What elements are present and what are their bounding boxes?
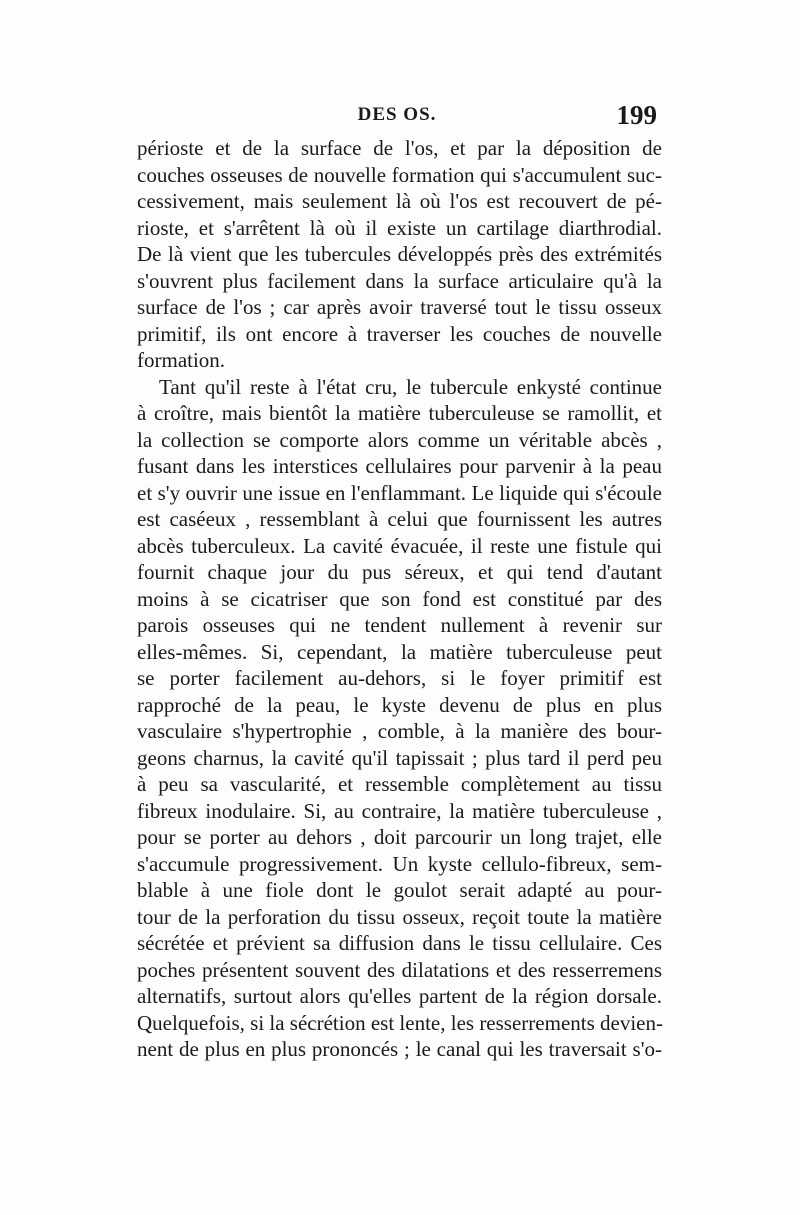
text-line: abcès tuberculeux. La cavité évacuée, il reste une fistule qui <box>137 533 662 558</box>
text-line: pour se porter au dehors , doit parcourir un long trajet, elle <box>137 825 662 849</box>
text-line: vasculaire s'hypertrophie , comble, à la manière des bour- <box>137 719 662 743</box>
text-line: fournit chaque jour du pus séreux, et qui tend d'autant <box>137 560 662 584</box>
text-line: s'accumule progressivement. Un kyste cellulo-fibreux, sem- <box>137 851 662 876</box>
text-line: formation. <box>137 348 226 372</box>
paragraph <box>137 135 662 374</box>
text-line: blable à une fiole dont le goulot serait adapté au pour- <box>137 878 662 902</box>
text-line: rioste, et s'arrêtent là où il existe un cartilage diarthrodial. <box>137 215 662 240</box>
text-line: geons charnus, la cavité qu'il tapissait ; plus tard il perd peu <box>137 745 662 770</box>
text-line: cessivement, mais seulement là où l'os est recouvert de pé- <box>137 189 662 213</box>
text-line: à croître, mais bientôt la matière tuberculeuse se ramollit, et <box>137 401 662 425</box>
running-title: DES OS. <box>357 104 437 125</box>
page-number: 199 <box>616 100 657 130</box>
text-line: sécrétée et prévient sa diffusion dans le tissu cellulaire. Ces <box>137 931 662 955</box>
text-line: moins à se cicatriser que son fond est constitué par des <box>137 586 662 611</box>
text-line: surface de l'os ; car après avoir traversé tout le tissu osseux <box>137 295 662 319</box>
text-line: est caséeux , ressemblant à celui que fournissent les autres <box>137 507 662 531</box>
text-line: alternatifs, surtout alors qu'elles partent de la région dorsale. <box>137 984 662 1008</box>
text-line: rapproché de la peau, le kyste devenu de plus en plus <box>137 692 662 717</box>
text-line: Quelquefois, si la sécrétion est lente, les resserrements devien- <box>137 1010 663 1035</box>
text-line: périoste et de la surface de l'os, et par la déposition de <box>137 136 662 160</box>
text-line: De là vient que les tubercules développés près des extrémités <box>137 242 662 266</box>
text-line: se porter facilement au-dehors, si le foyer primitif est <box>137 666 662 690</box>
text-line: Tant qu'il reste à l'état cru, le tubercule enkysté continue <box>159 374 662 399</box>
text-line: s'ouvrent plus facilement dans la surface articulaire qu'à la <box>137 268 662 293</box>
text-line: couches osseuses de nouvelle formation qui s'accumulent suc- <box>137 162 662 187</box>
text-line: et s'y ouvrir une issue en l'enflammant. Le liquide qui s'écoule <box>137 480 662 505</box>
text-line: elles-mêmes. Si, cependant, la matière tuberculeuse peut <box>137 639 662 664</box>
running-head <box>137 100 657 130</box>
paragraph <box>137 374 662 1063</box>
text-line: tour de la perforation du tissu osseux, reçoit toute la matière <box>137 904 662 929</box>
text-line: poches présentent souvent des dilatations et des resserremens <box>137 957 662 982</box>
body-text <box>137 135 662 1063</box>
text-line: fusant dans les interstices cellulaires pour parvenir à la peau <box>137 454 662 478</box>
text-line: à peu sa vascularité, et ressemble complètement au tissu <box>137 772 662 796</box>
text-line: nent de plus en plus prononcés ; le canal qui les traversait s'o- <box>137 1037 662 1061</box>
text-line: la collection se comporte alors comme un véritable abcès , <box>137 427 662 452</box>
text-line: primitif, ils ont encore à traverser les couches de nouvelle <box>137 321 662 346</box>
text-line: parois osseuses qui ne tendent nullement à revenir sur <box>137 613 662 637</box>
text-line: fibreux inodulaire. Si, au contraire, la matière tuberculeuse , <box>137 798 662 823</box>
